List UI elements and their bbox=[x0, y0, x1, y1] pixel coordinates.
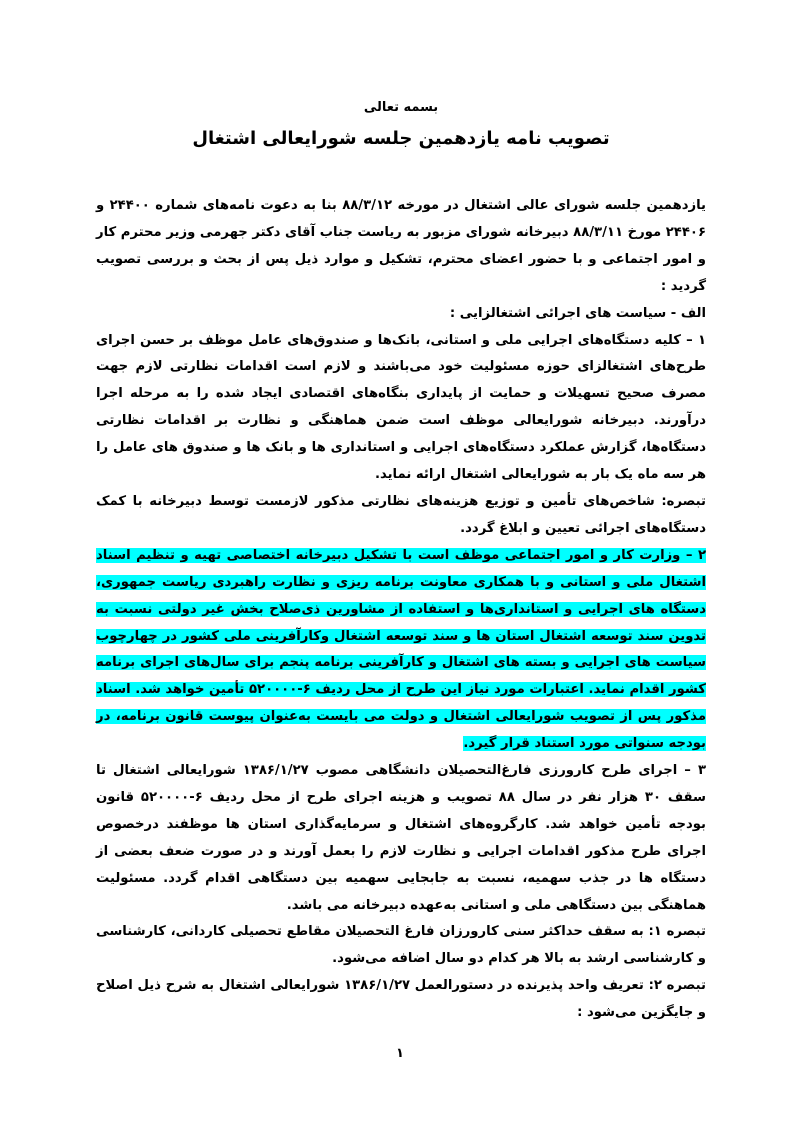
document-body bbox=[96, 193, 706, 1027]
note-2-text: تبصره ۲: تعریف واحد پذیرنده در دستورالعمل ۱۳۸۶/۱/۲۷ شورایعالی اشتغال به شرح ذیل اصلاح و جایگزین می‌شود : bbox=[96, 978, 706, 1021]
basmala-heading: بسمه تعالی bbox=[363, 100, 439, 115]
note-text: تبصره: شاخص‌های تأمین و توزیع هزینه‌های نظارتی مذکور لازمست توسط دبیرخانه با کمک دستگاه‌های اجرائی تعیین و ابلاغ گردد. bbox=[96, 493, 706, 536]
intro-paragraph bbox=[96, 193, 706, 301]
note-1-paragraph bbox=[96, 919, 706, 973]
note-1-text: تبصره ۱: به سقف حداکثر سنی کارورزان فارغ التحصیلان مقاطع تحصیلی کاردانی، کارشناسی و کارشناسی ارشد به بالا هر کدام دو سال اضافه می‌شود. bbox=[96, 924, 706, 967]
clause-2-highlighted-text: ۲ – وزارت کار و امور اجتماعی موظف است با تشکیل دبیرخانه اختصاصی تهیه و تنظیم اسناد اشتغال ملی و استانی و با همکاری معاونت برنامه ریزی و نظارت راهبردی ریاست جمهوری، دستگاه های اجرایی و استانداری‌ها و استفاده از مشاورین ذی‌صلاح بخش غیر دولتی نسبت به تدوین سند توسعه اشتغال استان ها و سند توسعه اشتغال وکارآفرینی ملی کشور در چهارچوب سیاست های اجرایی و بسته های اشتغال و کارآفرینی برنامه پنجم برای سال‌های اجرای برنامه کشور اقدام نماید. اعتبارات مورد نیاز این طرح از محل ردیف ۶-۵۲۰۰۰۰ تأمین خواهد شد. اسناد مذکور پس از تصویب شورایعالی اشتغال و دولت می بایست به‌عنوان پیوست قانون برنامه، در بودجه سنواتی مورد استناد قرار گیرد. bbox=[96, 547, 706, 752]
note-paragraph bbox=[96, 489, 706, 543]
section-alef-heading-text: الف - سیاست های اجرائی اشتغالزایی : bbox=[449, 305, 706, 321]
clause-2-paragraph bbox=[96, 543, 706, 758]
page-number: ۱ bbox=[396, 1046, 404, 1061]
clause-3-paragraph bbox=[96, 758, 706, 919]
intro-paragraph-text: یازدهمین جلسه شورای عالی اشتغال در مورخه ۸۸/۳/۱۲ بنا به دعوت نامه‌های شماره ۲۴۴۰۰ و ۲۴۴۰۶ مورخ ۸۸/۳/۱۱ دبیرخانه شورای مزبور به ریاست جناب آقای دکتر جهرمی وزیر محترم کار و امور اجتماعی و با حضور اعضای محترم، تشکیل و موارد ذیل پس از بحث و بررسی تصویب گردید : bbox=[96, 198, 706, 294]
clause-1-text: ۱ – کلیه دستگاه‌های اجرایی ملی و استانی، بانک‌ها و صندوق‌های عامل موظف بر حسن اجرای طرح‌های اشتغالزای حوزه مسئولیت خود می‌باشند و لازم است اقدامات نظارتی لازم جهت مصرف صحیح تسهیلات و حمایت از پایداری بنگاه‌های اقتصادی ایجاد شده را به مرحله اجرا درآورند. دبیرخانه شورایعالی موظف است ضمن هماهنگی و نظارت بر اقدامات نظارتی دستگاه‌ها، گزارش عملکرد دستگاه‌های اجرایی و استانداری ها و بانک ها و صندوق های عامل را هر سه ماه یک بار به شورایعالی اشتغال ارائه نماید. bbox=[96, 332, 706, 483]
clause-3-text: ۳ – اجرای طرح کارورزی فارغ‌التحصیلان دانشگاهی مصوب ۱۳۸۶/۱/۲۷ شورایعالی اشتغال تا سقف ۳۰ هزار نفر در سال ۸۸ تصویب و هزینه اجرای طرح از محل ردیف ۶-۵۲۰۰۰۰ قانون بودجه تأمین خواهد شد. کارگروه‌های اشتغال و سرمایه‌گذاری استان ها موظفند درخصوص اجرای طرح مذکور اقدامات اجرایی و نظارت لازم را بعمل آورند و در صورت ضعف بعضی از دستگاه ها در جذب سهمیه، نسبت به جابجایی سهمیه بین دستگاهی اقدام گردد. مسئولیت هماهنگی بین دستگاهی ملی و استانی به‌عهده دبیرخانه می باشد. bbox=[96, 763, 706, 913]
section-alef-heading bbox=[96, 301, 706, 328]
note-2-paragraph bbox=[96, 973, 706, 1027]
document-title: تصویب نامه یازدهمین جلسه شورایعالی اشتغال bbox=[192, 128, 610, 149]
clause-1-paragraph bbox=[96, 328, 706, 489]
